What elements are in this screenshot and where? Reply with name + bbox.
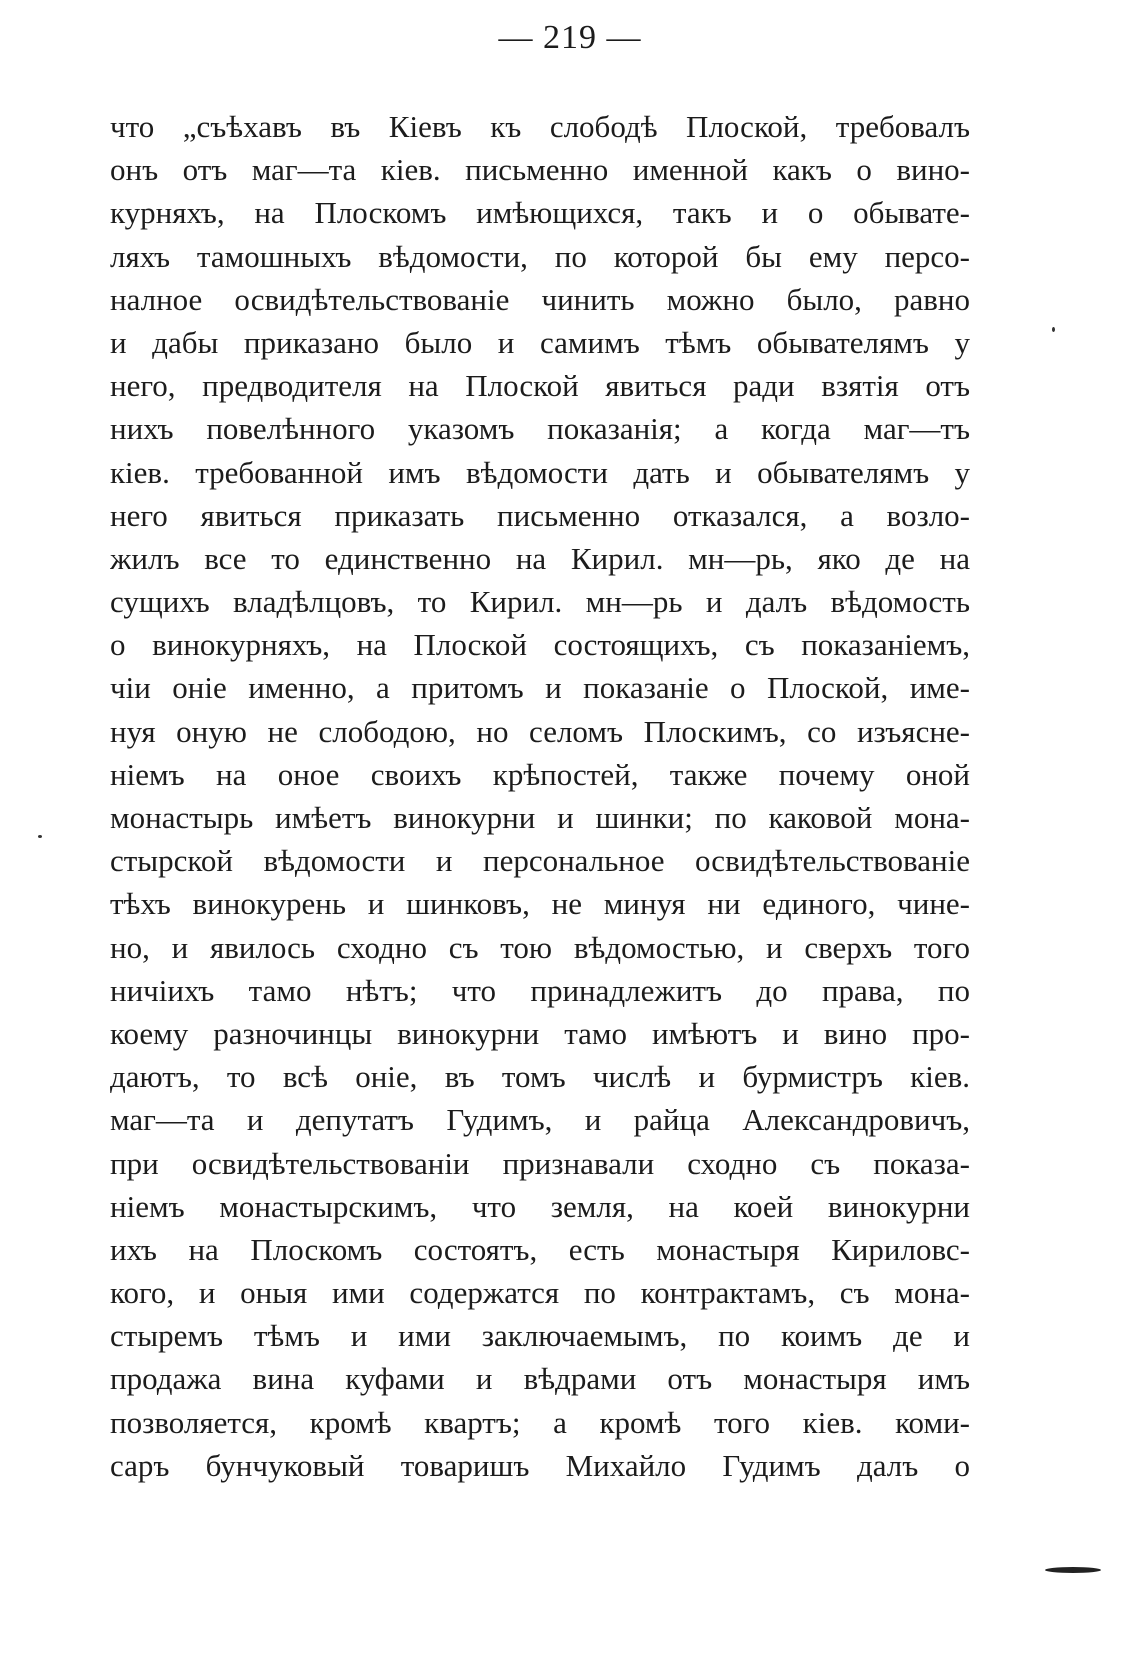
body-text	[110, 105, 970, 1487]
text-line: курняхъ, на Плоскомъ имѣющихся, такъ и о обывате-	[110, 195, 970, 231]
text-line: него явиться приказать письменно отказался, а возло-	[110, 497, 970, 533]
text-line: ніемъ монастырскимъ, что земля, на коей винокурни	[110, 1188, 970, 1224]
text-line: но, и явилось сходно съ тою вѣдомостью, и сверхъ того	[110, 929, 970, 965]
text-line: коему разночинцы винокурни тамо имѣютъ и вино про-	[110, 1015, 970, 1051]
text-line: жилъ все то единственно на Кирил. мн—рь, яко де на	[110, 540, 970, 576]
page-number: — 219 —	[498, 19, 642, 56]
text-line: чіи оніе именно, а притомъ и показаніе о Плоской, име-	[110, 670, 970, 706]
text-line: даютъ, то всѣ оніе, въ томъ числѣ и бурмистръ кіев.	[110, 1059, 970, 1095]
text-line: нихъ повелѣнного указомъ показанія; а когда маг—тъ	[110, 411, 970, 447]
text-line: сущихъ владѣлцовъ, то Кирил. мн—рь и далъ вѣдомость	[110, 584, 970, 620]
text-line: продажа вина куфами и вѣдрами отъ монастыря имъ	[110, 1361, 970, 1397]
text-line: него, предводителя на Плоской явиться ради взятія отъ	[110, 368, 970, 404]
text-line: позволяется, кромѣ квартъ; а кромѣ того кіев. коми-	[110, 1404, 970, 1440]
text-line: тѣхъ винокурень и шинковъ, не минуя ни единого, чине-	[110, 886, 970, 922]
text-line: ничіихъ тамо нѣтъ; что принадлежитъ до права, по	[110, 972, 970, 1008]
text-line: и дабы приказано было и самимъ тѣмъ обывателямъ у	[110, 324, 970, 360]
page-edge-mark	[1045, 1567, 1101, 1573]
text-line: маг—та и депутатъ Гудимъ, и райца Александровичъ,	[110, 1102, 970, 1138]
text-line: саръ бунчуковый товаришъ Михайло Гудимъ далъ о	[110, 1447, 970, 1483]
text-line: что „съѣхавъ въ Кіевъ къ слободѣ Плоской, требовалъ	[110, 109, 970, 144]
scan-speck	[1052, 327, 1055, 332]
text-line: стырской вѣдомости и персональное освидѣтельствованіе	[110, 843, 970, 879]
text-line: ляхъ тамошныхъ вѣдомости, по которой бы ему персо-	[110, 238, 970, 274]
text-line: ніемъ на оное своихъ крѣпостей, также почему оной	[110, 756, 970, 792]
text-line: о винокурняхъ, на Плоской состоящихъ, съ показаніемъ,	[110, 627, 970, 663]
text-line: стыремъ тѣмъ и ими заключаемымъ, по коимъ де и	[110, 1318, 970, 1354]
scan-speck	[38, 835, 42, 838]
text-line: налное освидѣтельствованіе чинить можно было, равно	[110, 281, 970, 317]
text-line: онъ отъ маг—та кіев. письменно именной какъ о вино-	[110, 152, 970, 188]
text-line: при освидѣтельствованіи признавали сходно съ показа-	[110, 1145, 970, 1181]
text-line: монастырь имѣетъ винокурни и шинки; по каковой мона-	[110, 800, 970, 835]
text-line: ихъ на Плоскомъ состоятъ, есть монастыря Кириловс-	[110, 1231, 970, 1267]
text-line: кого, и оныя ими содержатся по контрактамъ, съ мона-	[110, 1275, 970, 1311]
text-line: нуя оную не слободою, но селомъ Плоскимъ, со изъясне-	[110, 713, 970, 749]
text-line: кіев. требованной имъ вѣдомости дать и обывателямъ у	[110, 454, 970, 490]
